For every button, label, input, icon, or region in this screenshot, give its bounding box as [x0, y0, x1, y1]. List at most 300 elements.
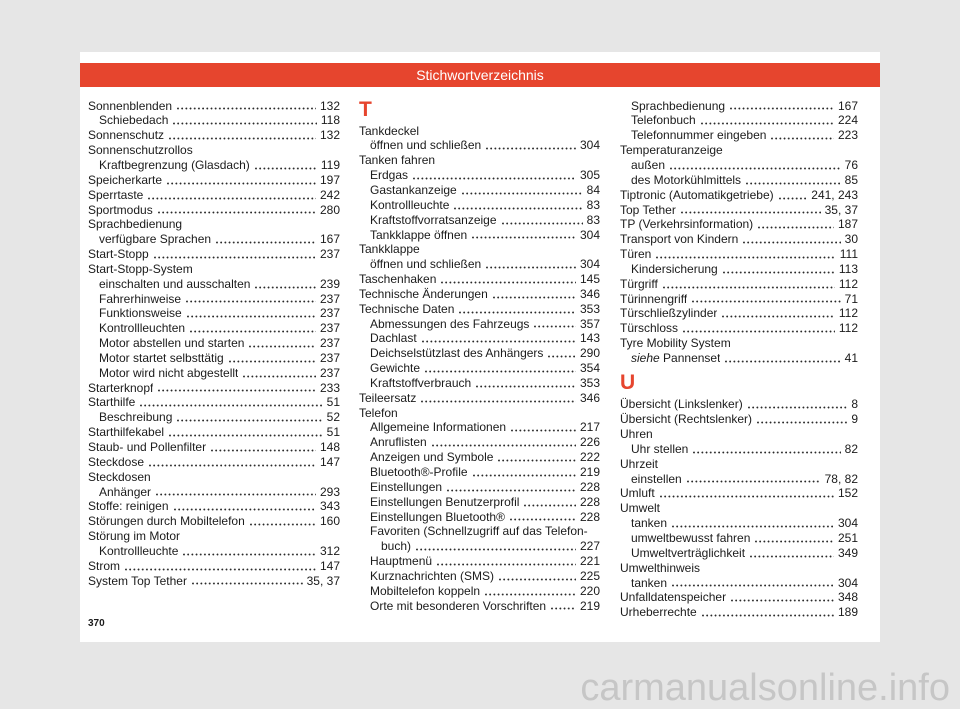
entry-label: Motor startet selbsttätig — [99, 350, 224, 365]
entry-label: Hauptmenü — [370, 554, 433, 569]
page-reference: 145 — [579, 272, 600, 287]
dot-leader — [476, 385, 576, 388]
dot-leader — [551, 607, 576, 610]
entry-label: Bluetooth®-Profile — [370, 465, 468, 479]
dot-leader — [187, 315, 316, 318]
index-entry — [88, 440, 340, 455]
entry-label: Übersicht (Linkslenker) — [620, 397, 743, 412]
page-reference: 353 — [579, 375, 600, 390]
dot-leader — [473, 474, 576, 477]
entry-label: Start-Stopp — [88, 247, 149, 262]
index-entry — [88, 188, 340, 203]
index-subentry — [620, 576, 858, 591]
index-entry — [620, 427, 858, 442]
index-subentry — [88, 306, 340, 321]
entry-label: einschalten und ausschalten — [99, 276, 251, 291]
entry-label: Kindersicherung — [631, 261, 718, 276]
index-subentry — [359, 435, 600, 450]
index-subentry — [88, 232, 340, 247]
dot-leader — [413, 177, 576, 180]
index-entry — [88, 574, 340, 589]
entry-label: Motor abstellen und starten — [99, 336, 245, 351]
page-number: 370 — [88, 618, 105, 629]
dot-leader — [548, 355, 576, 358]
entry-label: Kraftbegrenzung (Glasdach) — [99, 157, 250, 172]
index-subentry — [620, 113, 858, 128]
page-reference: 113 — [838, 261, 858, 276]
entry-label: Starterknopf — [88, 380, 154, 395]
dot-leader — [502, 222, 583, 225]
dot-leader — [140, 404, 322, 407]
entry-label: Sperrtaste — [88, 187, 144, 202]
dot-leader — [255, 167, 317, 170]
entry-label: Tiptronic (Automatikgetriebe) — [620, 187, 774, 202]
dot-leader — [167, 182, 316, 185]
index-entry — [620, 501, 858, 516]
entry-label: tanken — [631, 516, 668, 531]
entry-label: Technische Änderungen — [359, 286, 488, 301]
entry-label: Störungen durch Mobiltelefon — [88, 514, 245, 529]
dot-leader — [158, 389, 316, 392]
entry-label: Übersicht (Rechtslenker) — [620, 412, 753, 427]
page-reference: 353 — [579, 301, 600, 316]
page-reference: 112 — [838, 276, 858, 291]
dot-leader — [731, 599, 834, 602]
dot-leader — [250, 523, 316, 526]
entry-label: Motor wird nicht abgestellt — [99, 365, 239, 380]
entry-label: Einstellungen — [370, 479, 443, 494]
entry-label: Fahrerhinweise — [99, 291, 182, 306]
page-reference: 119 — [320, 157, 340, 172]
index-entry — [88, 217, 340, 232]
dot-leader — [169, 434, 323, 437]
index-column-1 — [88, 99, 340, 589]
index-entry — [620, 232, 858, 247]
page-reference: 228 — [579, 509, 600, 524]
index-subentry — [359, 257, 600, 272]
index-subentry — [359, 376, 600, 391]
entry-label: Unfalldatenspeicher — [620, 590, 727, 605]
index-entry — [88, 143, 340, 158]
see-reference-prefix: siehe — [631, 350, 660, 365]
index-entry — [359, 391, 600, 406]
index-subentry — [88, 544, 340, 559]
page-reference: 35, 37 — [306, 573, 340, 588]
entry-label: Deichselstützlast des Anhängers — [370, 346, 544, 361]
watermark: carmanualsonline.info — [580, 667, 950, 709]
entry-label: System Top Tether — [88, 573, 187, 588]
dot-leader — [447, 489, 576, 492]
page-reference: 167 — [837, 98, 858, 113]
dot-leader — [524, 504, 576, 507]
index-entry — [620, 321, 858, 336]
dot-leader — [158, 211, 316, 214]
entry-label: Kraftstoffvorratsanzeige — [370, 212, 497, 227]
entry-label: Uhrzeit — [620, 456, 659, 471]
index-entry — [620, 590, 858, 605]
index-column-2 — [359, 99, 600, 614]
entry-label: Anhänger — [99, 484, 152, 499]
index-entry — [88, 455, 340, 470]
page-reference: 228 — [579, 494, 600, 509]
page-reference: 304 — [837, 516, 858, 531]
entry-label: buch) — [381, 539, 412, 554]
entry-label: Kontrollleuchte — [370, 197, 450, 212]
entry-label: TP (Verkehrsinformation) — [620, 217, 754, 232]
index-subentry — [359, 138, 600, 153]
index-subentry — [620, 351, 858, 366]
page-reference: 76 — [844, 157, 858, 172]
page-reference: 237 — [319, 365, 340, 380]
entry-label: Türschloss — [620, 321, 679, 336]
page-reference: 143 — [579, 331, 600, 346]
entry-label: Sonnenblenden — [88, 98, 173, 113]
dot-leader — [771, 137, 834, 140]
page-reference: 224 — [837, 113, 858, 128]
page-reference: 187 — [837, 217, 858, 232]
entry-label: Strom — [88, 558, 121, 573]
section-header — [80, 63, 880, 87]
index-subentry — [359, 168, 600, 183]
index-entry — [88, 203, 340, 218]
page-reference: 112 — [838, 321, 858, 336]
index-subentry — [620, 472, 858, 487]
index-entry — [88, 128, 340, 143]
page-reference: 197 — [319, 172, 340, 187]
page-reference: 290 — [579, 346, 600, 361]
entry-label: Tankklappe — [359, 242, 420, 257]
entry-label: Tankklappe öffnen — [370, 227, 468, 242]
dot-leader — [758, 226, 834, 229]
index-subentry — [88, 113, 340, 128]
page-reference: 223 — [837, 128, 858, 143]
index-subentry — [88, 277, 340, 292]
entry-label: Stoffe: reinigen — [88, 499, 169, 514]
index-entry — [88, 514, 340, 529]
page-reference: 239 — [319, 276, 340, 291]
dot-leader — [472, 236, 576, 239]
index-subentry — [359, 420, 600, 435]
index-entry — [359, 272, 600, 287]
index-entry — [620, 336, 858, 351]
dot-leader — [493, 296, 576, 299]
page-reference: 84 — [586, 182, 600, 197]
page-reference: 51 — [326, 395, 340, 410]
index-subentry — [620, 158, 858, 173]
page-reference: 78, 82 — [824, 471, 858, 486]
entry-label: Telefon — [359, 405, 398, 420]
entry-label: Temperaturanzeige — [620, 143, 723, 158]
page-reference: 219 — [579, 465, 600, 479]
dot-leader — [485, 593, 576, 596]
page-reference: 237 — [319, 321, 340, 336]
dot-leader — [486, 266, 576, 269]
index-entry — [88, 262, 340, 277]
dot-leader — [177, 419, 322, 422]
dot-leader — [192, 582, 303, 585]
index-subentry — [620, 531, 858, 546]
page-reference: 237 — [319, 291, 340, 306]
entry-label: öffnen und schließen — [370, 138, 482, 153]
index-subentry — [88, 336, 340, 351]
page-reference: 51 — [326, 425, 340, 440]
page-reference: 217 — [579, 420, 600, 435]
entry-label: Kontrollleuchte — [99, 543, 179, 558]
index-subentry — [359, 569, 600, 584]
entry-label: Kraftstoffverbrauch — [370, 375, 472, 390]
entry-label: Türinnengriff — [620, 291, 688, 306]
dot-leader — [148, 197, 316, 200]
entry-label: Sonnenschutzrollos — [88, 143, 193, 158]
dot-leader — [154, 256, 316, 259]
page-reference: 30 — [844, 232, 858, 247]
dot-leader — [255, 286, 316, 289]
dot-leader — [748, 406, 848, 409]
index-subentry — [88, 410, 340, 425]
index-subentry — [359, 465, 600, 480]
page-reference: 346 — [579, 390, 600, 405]
page-reference: 52 — [326, 410, 340, 425]
dot-leader — [687, 480, 821, 483]
dot-leader — [660, 495, 834, 498]
dot-leader — [730, 107, 834, 110]
dot-leader — [459, 311, 576, 314]
page-reference: 222 — [579, 450, 600, 465]
entry-label: Staub- und Pollenfilter — [88, 440, 207, 454]
entry-label: Transport von Kindern — [620, 232, 739, 247]
page-reference: 346 — [579, 286, 600, 301]
page-reference: 348 — [837, 590, 858, 605]
entry-label: Kontrollleuchten — [99, 321, 186, 336]
dot-leader — [173, 122, 316, 125]
entry-label: Start-Stopp-System — [88, 261, 193, 276]
index-entry — [620, 247, 858, 262]
dot-leader — [211, 449, 316, 452]
index-entry — [88, 529, 340, 544]
page-reference: 312 — [319, 543, 340, 558]
index-entry — [88, 559, 340, 574]
page-reference: 111 — [839, 247, 858, 262]
entry-label: Funktionsweise — [99, 306, 182, 321]
index-subentry — [359, 539, 600, 554]
dot-leader — [693, 451, 840, 454]
page-reference: 132 — [319, 98, 340, 113]
entry-label: Allgemeine Informationen — [370, 420, 507, 435]
dot-leader — [683, 330, 835, 333]
dot-leader — [425, 370, 576, 373]
entry-label: Dachlast — [370, 331, 417, 346]
entry-label: umweltbewusst fahren — [631, 530, 751, 545]
index-subentry — [88, 321, 340, 336]
entry-label: Sprachbedienung — [631, 98, 726, 113]
entry-label: Pannenset — [663, 350, 721, 365]
entry-label: Anzeigen und Symbole — [370, 450, 494, 465]
index-entry — [359, 406, 600, 421]
index-subentry — [359, 317, 600, 332]
dot-leader — [499, 578, 576, 581]
index-subentry — [620, 546, 858, 561]
dot-leader — [462, 192, 583, 195]
page-reference: 304 — [579, 257, 600, 272]
index-entry — [620, 306, 858, 321]
page-reference: 226 — [579, 435, 600, 450]
page-reference: 85 — [844, 172, 858, 187]
index-entry — [620, 143, 858, 158]
dot-leader — [125, 568, 316, 571]
dot-leader — [702, 614, 834, 617]
dot-leader — [746, 182, 841, 185]
page-reference: 357 — [579, 316, 600, 331]
dot-leader — [681, 211, 821, 214]
entry-label: Einstellungen Benutzerprofil — [370, 494, 520, 509]
page-reference: 293 — [319, 484, 340, 499]
entry-label: Gewichte — [370, 361, 421, 376]
index-entry — [88, 499, 340, 514]
entry-label: Urheberrechte — [620, 605, 697, 620]
index-subentry — [359, 554, 600, 569]
dot-leader — [498, 459, 576, 462]
index-subentry — [359, 599, 600, 614]
entry-label: Kurznachrichten (SMS) — [370, 568, 495, 583]
index-subentry — [359, 331, 600, 346]
index-subentry — [359, 524, 600, 539]
page-reference: 349 — [837, 545, 858, 560]
page-reference: 305 — [579, 168, 600, 183]
page-reference: 167 — [319, 232, 340, 247]
dot-leader — [486, 147, 576, 150]
entry-label: Umweltverträglichkeit — [631, 545, 746, 560]
dot-leader — [755, 540, 834, 543]
dot-leader — [750, 555, 834, 558]
dot-leader — [186, 300, 316, 303]
entry-label: Türen — [620, 247, 652, 262]
page-reference: 343 — [319, 499, 340, 514]
page-reference: 132 — [319, 128, 340, 143]
entry-label: außen — [631, 157, 666, 172]
dot-leader — [437, 563, 576, 566]
dot-leader — [174, 508, 316, 511]
entry-label: Abmessungen des Fahrzeugs — [370, 316, 530, 331]
dot-leader — [510, 518, 576, 521]
entry-label: Top Tether — [620, 202, 676, 217]
index-entry — [620, 188, 858, 203]
entry-label: Gastankanzeige — [370, 182, 457, 197]
page-reference: 233 — [319, 380, 340, 395]
dot-leader — [177, 107, 316, 110]
dot-leader — [701, 122, 834, 125]
index-subentry — [359, 510, 600, 525]
index-entry — [620, 292, 858, 307]
dot-leader — [534, 325, 576, 328]
index-entry — [88, 425, 340, 440]
index-subentry — [620, 173, 858, 188]
dot-leader — [421, 400, 576, 403]
page-reference: 82 — [844, 441, 858, 456]
entry-label: Starthilfekabel — [88, 425, 165, 440]
index-subentry — [88, 485, 340, 500]
index-entry — [359, 124, 600, 139]
page-reference: 242 — [319, 187, 340, 202]
dot-leader — [243, 375, 316, 378]
page-reference: 251 — [837, 530, 858, 545]
page-reference: 221 — [579, 554, 600, 569]
page-reference: 148 — [319, 440, 340, 454]
page-reference: 147 — [319, 558, 340, 573]
index-subentry — [359, 198, 600, 213]
entry-label: Technische Daten — [359, 301, 455, 316]
page-reference: 118 — [320, 113, 340, 128]
entry-label: Umwelt — [620, 501, 661, 516]
entry-label: Starthilfe — [88, 395, 136, 410]
entry-label: Tanken fahren — [359, 153, 436, 168]
dot-leader — [663, 286, 835, 289]
dot-leader — [725, 360, 840, 363]
dot-leader — [779, 197, 808, 200]
entry-label: Orte mit besonderen Vorschriften — [370, 598, 547, 613]
page-reference: 237 — [319, 306, 340, 321]
page-reference: 354 — [579, 361, 600, 376]
entry-label: Türschließzylinder — [620, 306, 718, 321]
dot-leader — [216, 241, 316, 244]
dot-leader — [670, 167, 841, 170]
page-reference: 227 — [579, 539, 600, 554]
index-entry — [88, 173, 340, 188]
index-entry — [620, 397, 858, 412]
entry-label: öffnen und schließen — [370, 257, 482, 272]
entry-label: Umwelthinweis — [620, 560, 701, 575]
entry-label: Uhren — [620, 427, 653, 442]
page-reference: 152 — [837, 486, 858, 501]
entry-label: Sportmodus — [88, 202, 153, 217]
page-reference: 71 — [844, 291, 858, 306]
index-subentry — [359, 228, 600, 243]
entry-label: Steckdosen — [88, 469, 151, 484]
entry-label: Tyre Mobility System — [620, 336, 731, 351]
entry-label: Erdgas — [370, 168, 409, 183]
index-subentry — [88, 292, 340, 307]
dot-leader — [454, 207, 582, 210]
entry-label: Steckdose — [88, 454, 145, 469]
page-reference: 304 — [579, 138, 600, 153]
page-reference: 160 — [319, 514, 340, 529]
index-entry — [88, 381, 340, 396]
entry-label: Anruflisten — [370, 435, 427, 450]
entry-label: des Motorkühlmittels — [631, 172, 742, 187]
index-entry — [620, 561, 858, 576]
index-subentry — [359, 584, 600, 599]
entry-label: Störung im Motor — [88, 529, 181, 544]
page-reference: 228 — [579, 479, 600, 494]
index-entry — [620, 412, 858, 427]
index-subentry — [359, 183, 600, 198]
index-entry — [620, 457, 858, 472]
index-entry — [88, 470, 340, 485]
index-entry — [359, 287, 600, 302]
entry-label: Umluft — [620, 486, 655, 501]
dot-leader — [183, 553, 316, 556]
index-section-letter: U — [620, 371, 636, 395]
index-subentry — [359, 450, 600, 465]
dot-leader — [692, 300, 840, 303]
page-reference: 304 — [579, 227, 600, 242]
dot-leader — [422, 340, 576, 343]
index-subentry — [620, 128, 858, 143]
entry-label: Türgriff — [620, 276, 658, 291]
dot-leader — [149, 464, 316, 467]
entry-label: einstellen — [631, 471, 682, 486]
entry-label: Sonnenschutz — [88, 128, 165, 143]
page-reference: 237 — [319, 350, 340, 365]
